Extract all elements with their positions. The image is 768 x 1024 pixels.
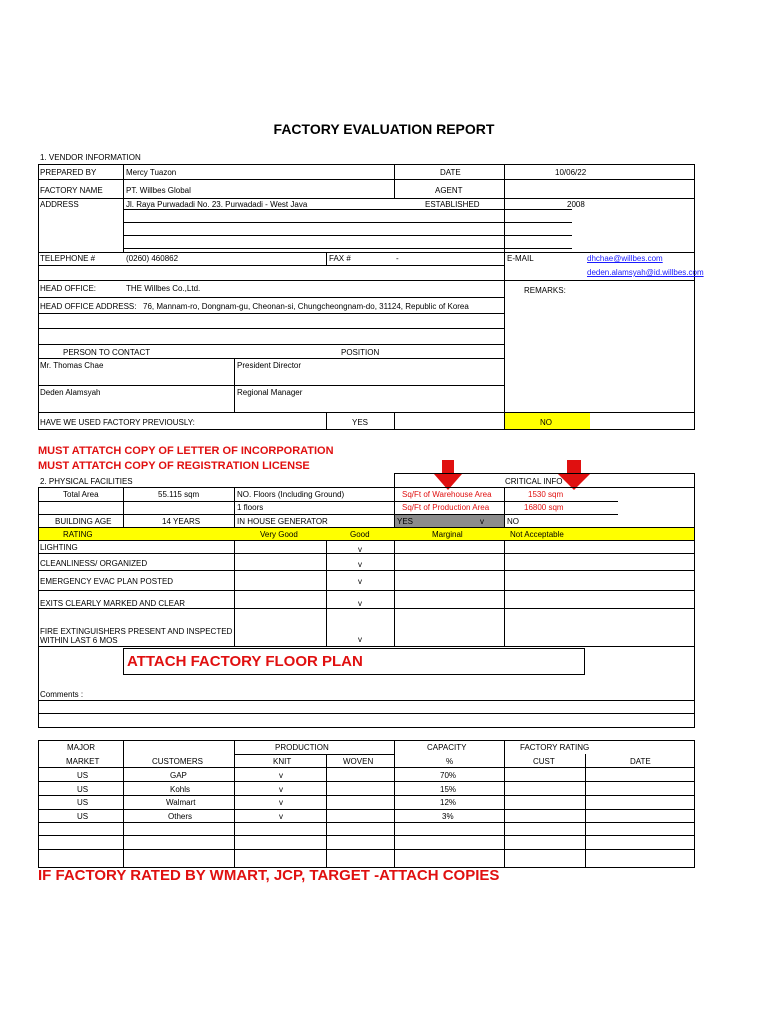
rating-lighting: LIGHTING [40,543,78,552]
warning-incorporation: MUST ATTATCH COPY OF LETTER OF INCORPORATION [38,445,334,457]
warehouse-label: Sq/Ft of Warehouse Area [402,490,492,499]
position-label: POSITION [341,348,380,357]
email-link-1[interactable]: dhchae@willbes.com [587,254,663,263]
rating-header: RATING [63,530,93,539]
contact-name-2: Deden Alamsyah [40,388,101,397]
factory-name-value: PT. Willbes Global [126,186,191,195]
prepared-by-label: PREPARED BY [40,168,97,177]
rating-exits-mark: v [358,599,362,608]
rating-cleanliness-mark: v [358,560,362,569]
col-woven: WOVEN [343,757,374,766]
warehouse-value: 1530 sqm [528,490,564,499]
rating-good: Good [350,530,370,539]
row-knit: v [279,798,283,807]
rating-marginal: Marginal [432,530,463,539]
row-customer: GAP [170,771,187,780]
critical-info-label: CRITICAL INFO [505,477,563,486]
head-office-address-label: HEAD OFFICE ADDRESS: [40,302,137,311]
row-market: US [77,785,89,794]
rating-evac-mark: v [358,577,362,586]
rating-lighting-mark: v [358,545,362,554]
warning-registration: MUST ATTATCH COPY OF REGISTRATION LICENSE [38,460,310,472]
contact-position-1: President Director [237,361,302,370]
arrow-down-icon [434,460,462,490]
row-percent: 3% [442,812,454,821]
col-factory-rating: FACTORY RATING [520,743,590,752]
building-age-value: 14 YEARS [162,517,201,526]
person-to-contact-label: PERSON TO CONTACT [63,348,151,357]
arrow-down-icon [558,460,590,490]
comments-label: Comments : [40,690,84,699]
row-knit: v [279,771,283,780]
row-percent: 70% [440,771,457,780]
row-customer: Kohls [170,785,191,794]
section2-heading: 2. PHYSICAL FACILITIES [40,477,133,486]
row-percent: 15% [440,785,457,794]
contact-name-1: Mr. Thomas Chae [40,361,104,370]
generator-label: IN HOUSE GENERATOR [237,517,328,526]
section1-heading: 1. VENDOR INFORMATION [40,153,141,162]
floor-plan-label: ATTACH FACTORY FLOOR PLAN [127,653,363,670]
fax-label: FAX # [329,254,351,263]
floors-value: 1 floors [237,503,264,512]
email-label: E-MAIL [507,254,534,263]
used-before-label: HAVE WE USED FACTORY PREVIOUSLY: [40,418,195,427]
generator-no: NO [507,517,519,526]
contact-position-2: Regional Manager [237,388,303,397]
production-label: Sq/Ft of Production Area [402,503,490,512]
agent-label: AGENT [435,186,463,195]
total-area-label: Total Area [63,490,99,499]
col-capacity: CAPACITY [427,743,467,752]
row-customer: Others [168,812,193,821]
rating-fire-ext-mark: v [358,635,362,644]
rating-cleanliness: CLEANLINESS/ ORGANIZED [40,559,148,568]
col-date: DATE [630,757,651,766]
floors-label: NO. Floors (Including Ground) [237,490,345,499]
generator-mark: v [480,517,484,526]
address-label: ADDRESS [40,200,79,209]
row-knit: v [279,785,283,794]
rating-fire-ext-1: FIRE EXTINGUISHERS PRESENT AND INSPECTED [40,627,233,636]
row-market: US [77,798,89,807]
building-age-label: BUILDING AGE [55,517,112,526]
used-before-no: NO [540,418,552,427]
head-office-address-value: 76, Mannam-ro, Dongnam-gu, Cheonan-si, Chungcheongnam-do, 31124, Republic of Korea [143,302,469,311]
col-market: MARKET [66,757,100,766]
factory-name-label: FACTORY NAME [40,186,103,195]
row-knit: v [279,812,283,821]
col-customers: CUSTOMERS [152,757,203,766]
established-label: ESTABLISHED [425,200,480,209]
rating-fire-ext-2: WITHIN LAST 6 MOS [40,636,118,645]
telephone-value: (0260) 460862 [126,254,179,263]
date-label: DATE [440,168,461,177]
fax-value: - [396,254,399,263]
total-area-value: 55.115 sqm [158,490,200,499]
row-percent: 12% [440,798,457,807]
col-knit: KNIT [273,757,292,766]
address-value: Jl. Raya Purwadadi No. 23. Purwadadi - West Java [126,200,308,209]
email-link-2[interactable]: deden.alamsyah@id.willbes.com [587,268,704,277]
rating-evac: EMERGENCY EVAC PLAN POSTED [40,577,174,586]
row-customer: Walmart [166,798,196,807]
col-percent: % [446,757,454,766]
date-value: 10/06/22 [555,168,587,177]
row-market: US [77,771,89,780]
head-office-label: HEAD OFFICE: [40,284,97,293]
footer-warning: IF FACTORY RATED BY WMART, JCP, TARGET -ATTACH COPIES [38,867,500,884]
col-major: MAJOR [67,743,95,752]
rating-exits: EXITS CLEARLY MARKED AND CLEAR [40,599,186,608]
col-cust: CUST [533,757,555,766]
prepared-by-value: Mercy Tuazon [126,168,177,177]
used-before-yes: YES [352,418,369,427]
rating-not-acceptable: Not Acceptable [510,530,564,539]
remarks-label: REMARKS: [524,286,566,295]
page-title: FACTORY EVALUATION REPORT [273,121,495,137]
row-market: US [77,812,89,821]
rating-very-good: Very Good [260,530,298,539]
col-production: PRODUCTION [275,743,329,752]
generator-yes: YES [397,517,414,526]
established-value: 2008 [567,200,585,209]
production-value: 16800 sqm [524,503,564,512]
telephone-label: TELEPHONE # [40,254,96,263]
head-office-value: THE Willbes Co.,Ltd. [126,284,201,293]
